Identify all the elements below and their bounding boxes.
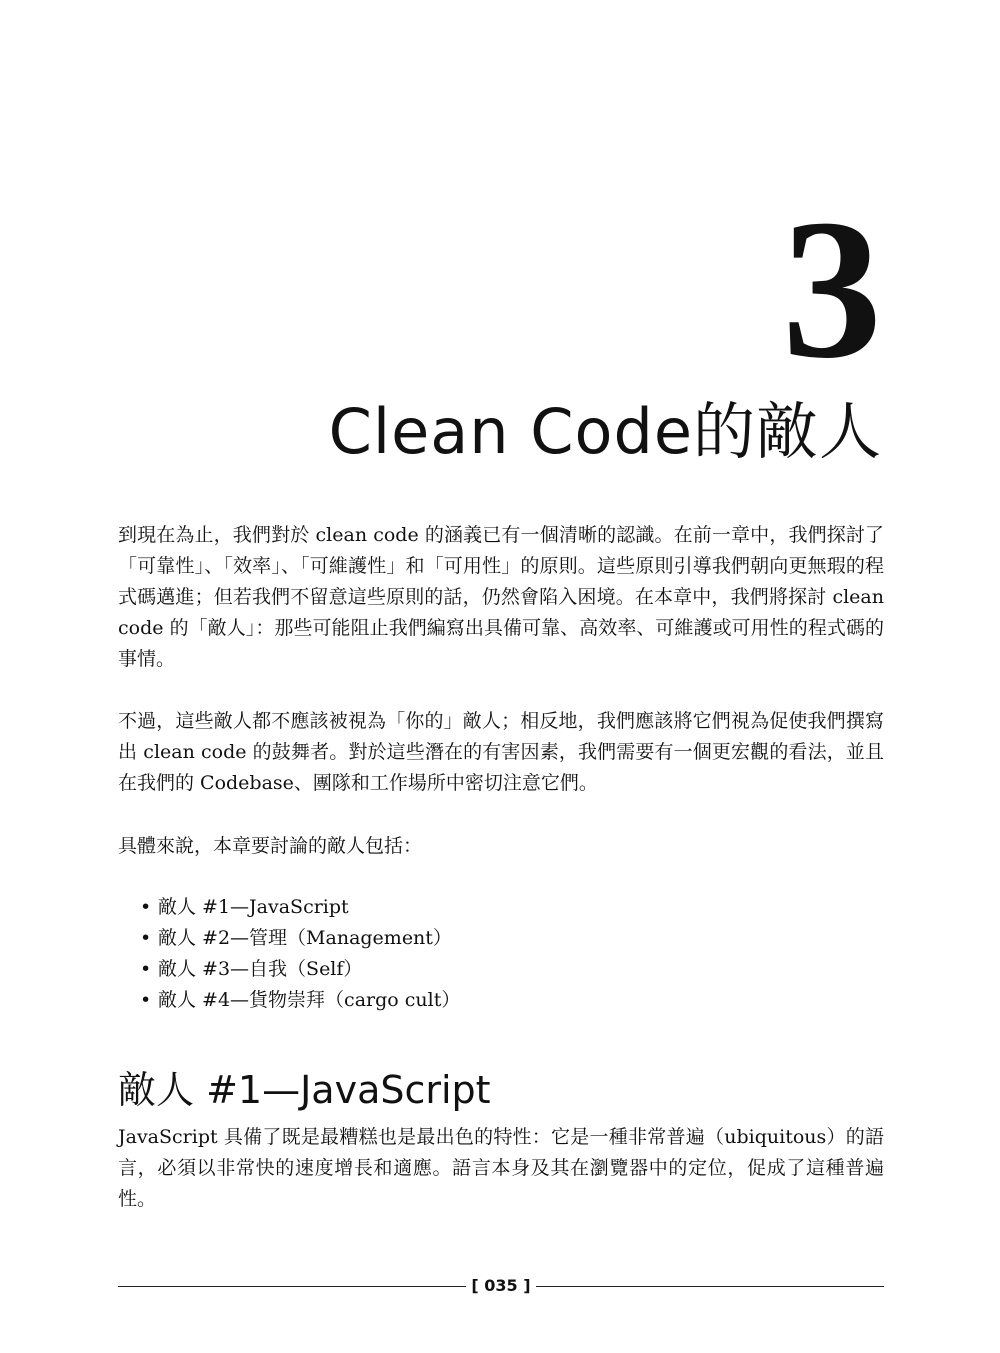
bullet-icon: • bbox=[140, 927, 152, 949]
page-footer bbox=[118, 1272, 884, 1302]
intro-paragraph: 到現在為止，我們對於 clean code 的涵義已有一個清晰的認識。在前一章中，我們探討了「可靠性」、「效率」、「可維護性」和「可用性」的原則。這些原則引導我們朝向更無瑕的程式碼邁進；但若我們不留意這些原則的話，仍然會陷入困境。在本章中，我們將探討 clean code 的「敵人」：那些可能阻止我們編寫出具備可靠、高效率、可維護或可用性的程式碼的事情。 bbox=[118, 524, 884, 670]
bullet-icon: • bbox=[140, 958, 152, 980]
list-item-text: 敵人 #2—管理（Management） bbox=[158, 927, 452, 949]
section-heading: 敵人 #1—JavaScript bbox=[118, 1068, 491, 1112]
chapter-title: Clean Code的敵人 bbox=[328, 395, 882, 468]
list-item-text: 敵人 #3—自我（Self） bbox=[158, 958, 363, 980]
list-item-text: 敵人 #1—JavaScript bbox=[158, 896, 349, 918]
list-item bbox=[136, 985, 460, 1016]
list-item-text: 敵人 #4—貨物崇拜（cargo cult） bbox=[158, 989, 461, 1011]
footer-rule-left bbox=[118, 1286, 466, 1287]
enemies-list-intro: 具體來說，本章要討論的敵人包括： bbox=[118, 835, 423, 857]
enemies-perspective-paragraph: 不過，這些敵人都不應該被視為「你的」敵人；相反地，我們應該將它們視為促使我們撰寫出 clean code 的鼓舞者。對於這些潛在的有害因素，我們需要有一個更宏觀的看法，並且在我們的 Codebase、團隊和工作場所中密切注意它們。 bbox=[118, 710, 884, 794]
list-item bbox=[136, 923, 460, 954]
bullet-icon: • bbox=[140, 896, 152, 918]
list-item bbox=[136, 892, 460, 923]
chapter-number: 3 bbox=[782, 179, 882, 400]
bullet-icon: • bbox=[140, 989, 152, 1011]
section-paragraph: JavaScript 具備了既是最糟糕也是最出色的特性：它是一種非常普遍（ubiquitous）的語言，必須以非常快的速度增長和適應。語言本身及其在瀏覽器中的定位，促成了這種普遍性。 bbox=[118, 1126, 884, 1210]
footer-rule-right bbox=[536, 1286, 884, 1287]
list-item bbox=[136, 954, 460, 985]
enemy-list bbox=[136, 892, 460, 1016]
page-number: [ 035 ] bbox=[471, 1276, 531, 1295]
